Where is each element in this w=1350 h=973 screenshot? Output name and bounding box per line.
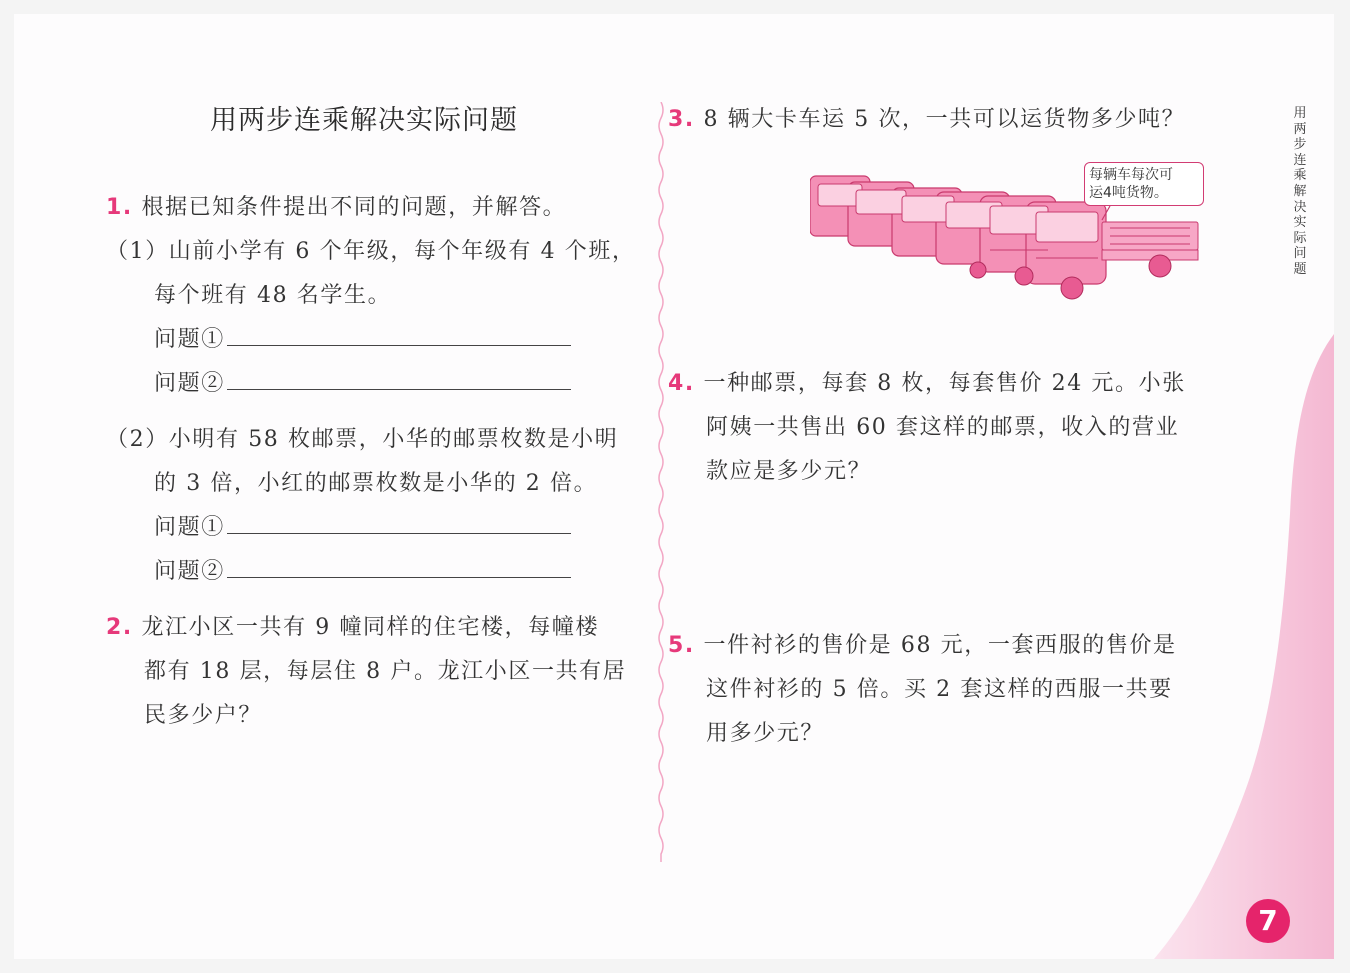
ask-label: 问题② (154, 559, 225, 584)
speech-bubble (1084, 162, 1204, 206)
question-4-line-1 (668, 366, 1186, 397)
side-char: 解 (1293, 183, 1307, 199)
side-char: 步 (1293, 137, 1307, 153)
question-2-number: 2. (106, 615, 133, 640)
question-2-line-1 (106, 610, 599, 641)
side-char: 两 (1293, 121, 1307, 137)
question-1-part-1-ask-1 (154, 322, 571, 353)
question-4-line-3: 款应是多少元？ (706, 459, 872, 484)
center-divider (654, 102, 668, 862)
question-1-part-1-ask-2 (154, 366, 571, 397)
question-2-line-2: 都有 18 层，每层住 8 户。龙江小区一共有居 (144, 659, 627, 684)
page-number-badge: 7 (1246, 899, 1290, 943)
question-1-part-2-ask-2 (154, 554, 571, 585)
question-1-part-2-line-2: 的 3 倍，小红的邮票枚数是小华的 2 倍。 (154, 471, 598, 496)
side-char: 乘 (1293, 168, 1307, 184)
ask-label: 问题① (154, 515, 225, 540)
answer-blank[interactable] (227, 369, 571, 390)
question-1-part-2-line-1: （2）小明有 58 枚邮票，小华的邮票枚数是小明 (106, 427, 619, 452)
question-2-line-3: 民多少户？ (144, 703, 263, 728)
side-char: 用 (1293, 106, 1307, 121)
side-chapter-title (1290, 106, 1310, 278)
question-2-text: 龙江小区一共有 9 幢同样的住宅楼，每幢楼 (141, 615, 600, 640)
question-5-line-2: 这件衬衫的 5 倍。买 2 套这样的西服一共要 (706, 677, 1173, 702)
side-char: 实 (1293, 215, 1307, 231)
workbook-page (14, 14, 1334, 959)
question-1 (106, 190, 566, 221)
question-5-number: 5. (668, 633, 695, 658)
bubble-line-2: 运4吨货物。 (1089, 185, 1168, 201)
question-4-line-2: 阿姨一共售出 60 套这样的邮票，收入的营业 (706, 415, 1180, 440)
question-4-text: 一种邮票，每套 8 枚，每套售价 24 元。小张 (703, 371, 1186, 396)
question-1-part-2-ask-1 (154, 510, 571, 541)
side-char: 连 (1293, 152, 1307, 168)
side-char: 问 (1293, 246, 1307, 262)
question-1-part-1-line-1: （1）山前小学有 6 个年级，每个年级有 4 个班， (106, 239, 636, 264)
question-5-text: 一件衬衫的售价是 68 元，一套西服的售价是 (703, 633, 1177, 658)
question-3-number: 3. (668, 107, 695, 132)
ask-label: 问题② (154, 371, 225, 396)
answer-blank[interactable] (227, 557, 571, 578)
question-1-number: 1. (106, 195, 133, 220)
question-1-part-1-line-2: 每个班有 48 名学生。 (154, 283, 392, 308)
answer-blank[interactable] (227, 325, 571, 346)
question-4-number: 4. (668, 371, 695, 396)
question-5-line-1 (668, 628, 1177, 659)
answer-blank[interactable] (227, 513, 571, 534)
question-1-text: 根据已知条件提出不同的问题，并解答。 (141, 195, 567, 220)
ask-label: 问题① (154, 327, 225, 352)
side-char: 决 (1293, 199, 1307, 215)
side-char: 际 (1293, 230, 1307, 246)
bubble-line-1: 每辆车每次可 (1089, 167, 1173, 183)
question-3-text: 8 辆大卡车运 5 次，一共可以运货物多少吨？ (703, 107, 1186, 132)
page-title: 用两步连乘解决实际问题 (210, 105, 518, 136)
question-5-line-3: 用多少元？ (706, 721, 825, 746)
question-3-line-1 (668, 102, 1185, 133)
side-char: 题 (1293, 261, 1307, 277)
